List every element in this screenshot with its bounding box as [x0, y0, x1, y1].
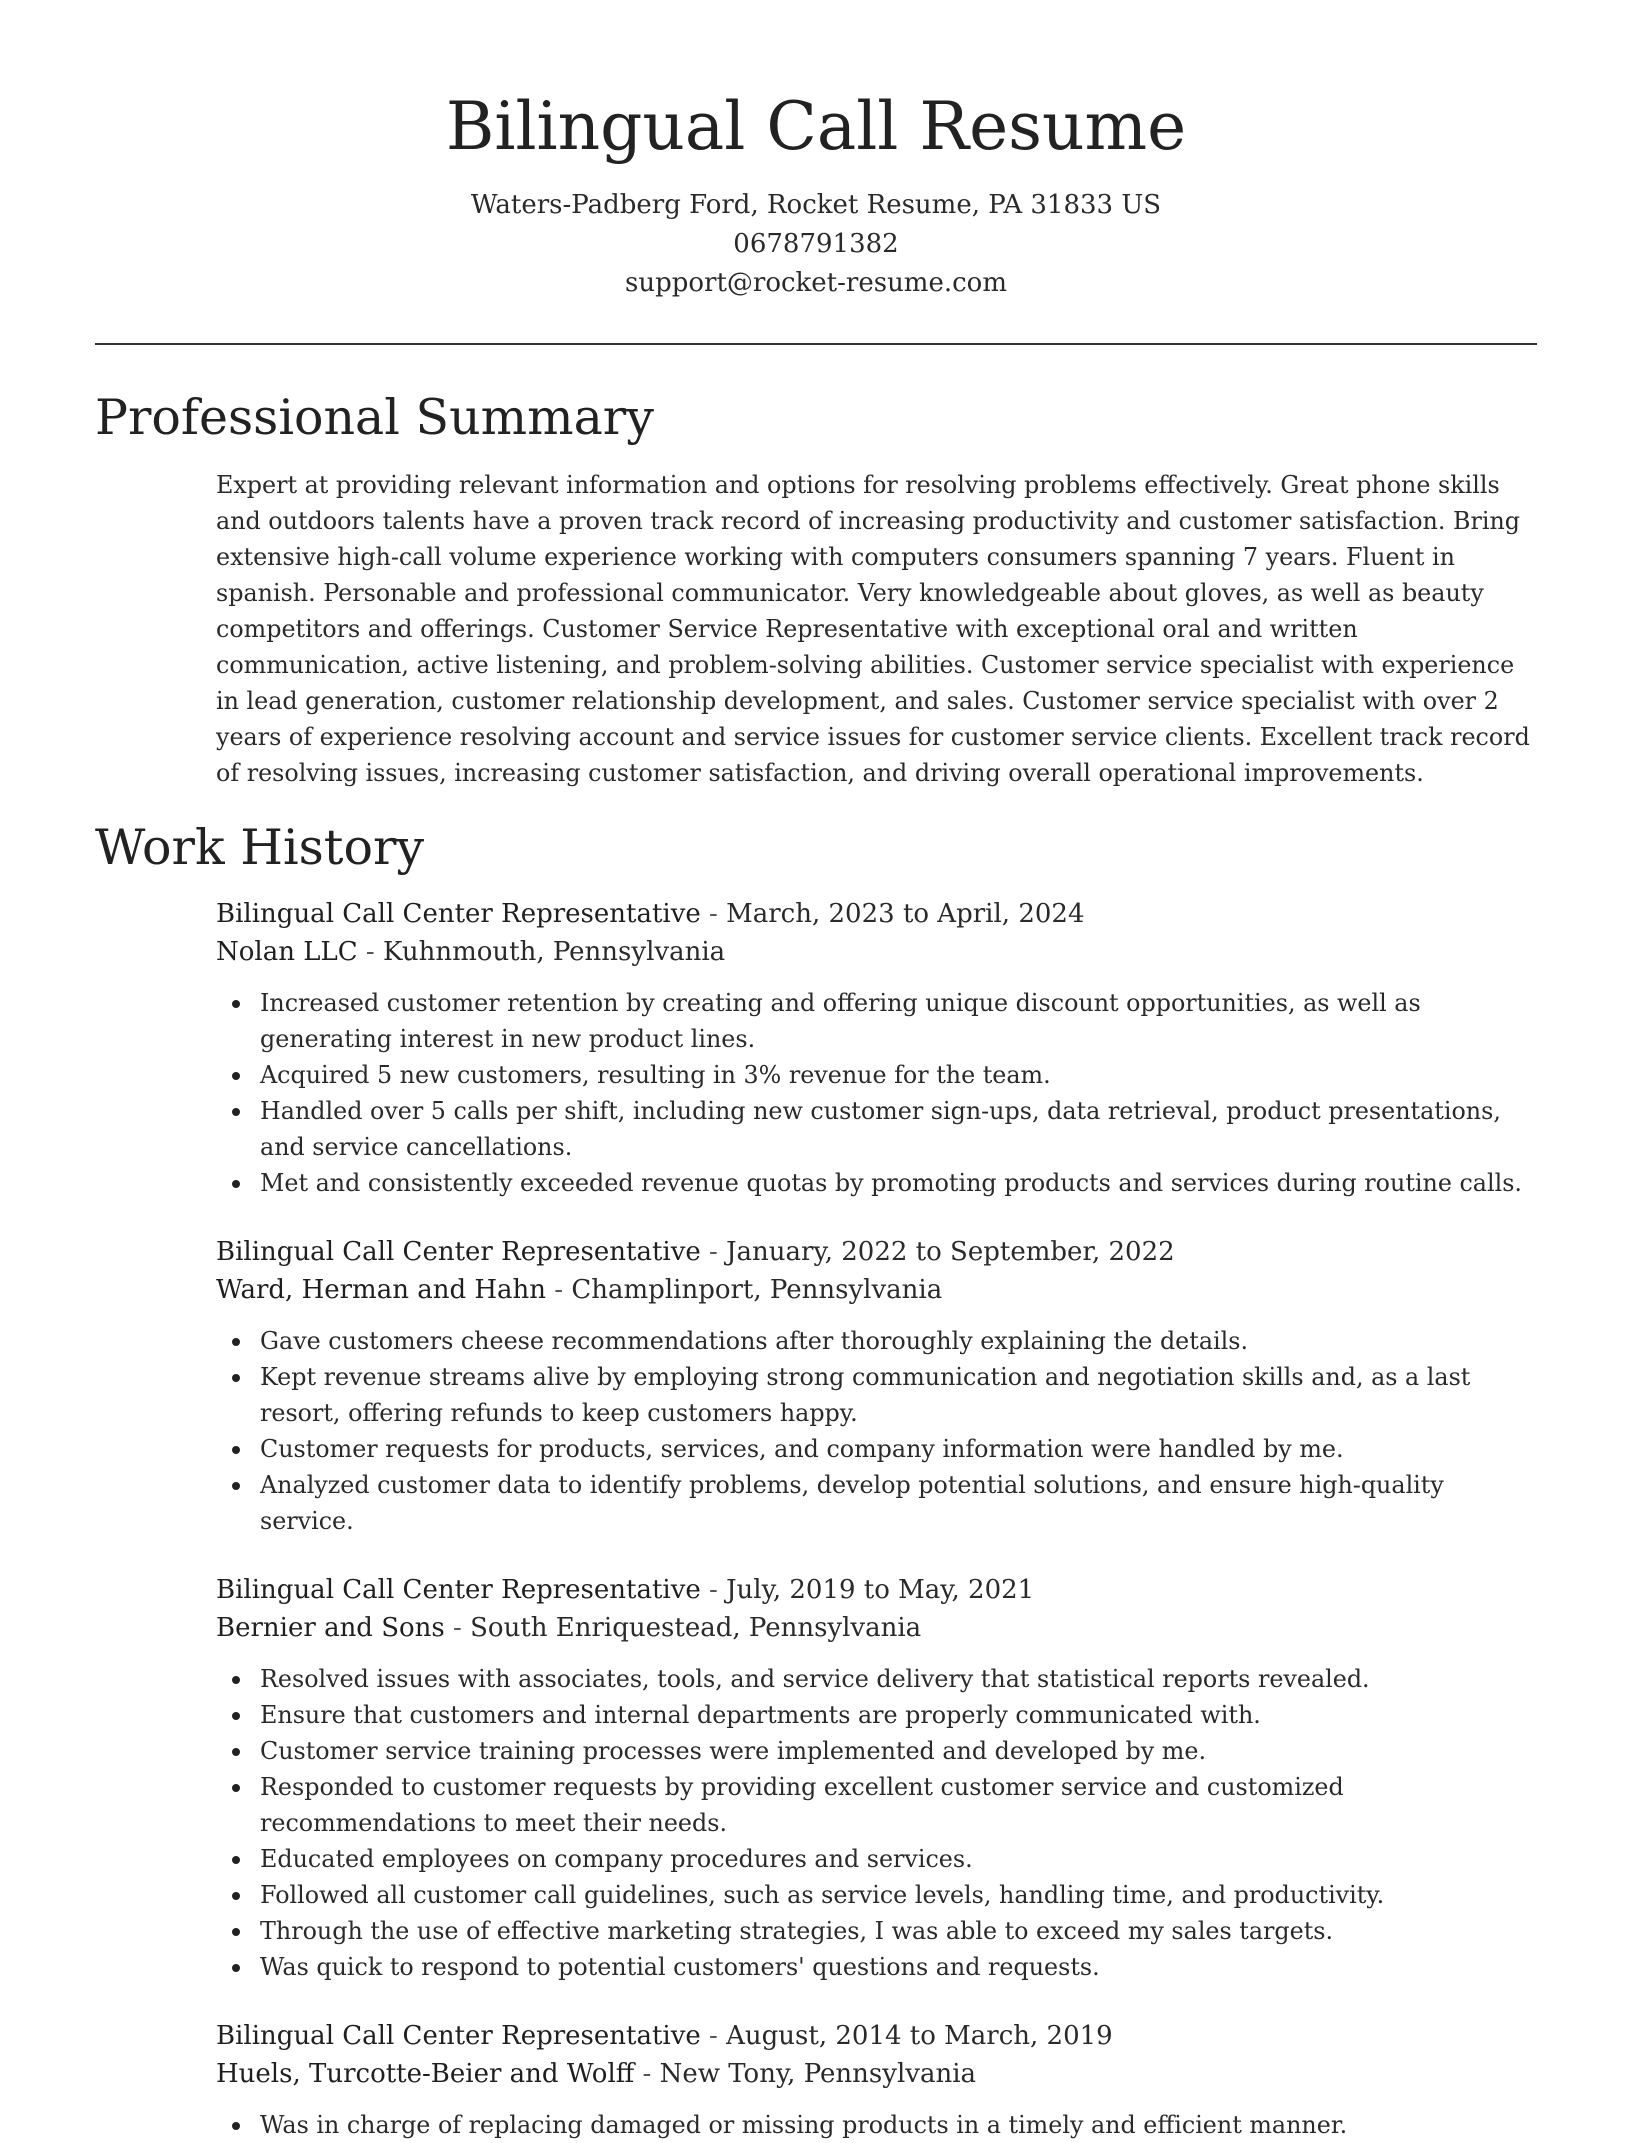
job-company-line — [216, 1271, 1537, 1309]
job-role: Bilingual Call Center Representative — [216, 899, 701, 929]
resume-header — [95, 0, 1537, 303]
bullet-icon — [232, 1108, 240, 1116]
section-title-work-history: Work History — [95, 819, 425, 876]
job-bullet-text: Followed all customer call guidelines, such as service levels, handling time, and productivity. — [260, 1881, 1385, 1909]
job-separator: - — [546, 1275, 572, 1305]
bullet-icon — [232, 1964, 240, 1972]
job-bullet — [260, 1733, 1537, 1769]
job-bullet-text: Responded to customer requests by providing excellent customer service and customized recommendations to meet their needs. — [260, 1773, 1344, 1837]
contact-email: support@rocket-resume.com — [624, 268, 1007, 298]
job-bullet — [260, 1359, 1537, 1431]
job-bullet — [260, 1697, 1537, 1733]
job-title-line — [216, 1571, 1537, 1609]
job-bullet-text: Acquired 5 new customers, resulting in 3% revenue for the team. — [260, 1061, 1051, 1089]
bullet-icon — [232, 1892, 240, 1900]
job-entry — [216, 2017, 1537, 2143]
job-bullet — [260, 1323, 1537, 1359]
bullet-icon — [232, 1676, 240, 1684]
job-separator: - — [700, 1575, 727, 1605]
job-bullet-text: Analyzed customer data to identify problems, develop potential solutions, and ensure high-quality service. — [260, 1471, 1444, 1535]
job-bullet — [260, 1769, 1537, 1841]
job-bullet-text: Met and consistently exceeded revenue quotas by promoting products and services during routine calls. — [260, 1169, 1522, 1197]
bullet-icon — [232, 1928, 240, 1936]
bullet-icon — [232, 1482, 240, 1490]
work-history-section — [216, 895, 1537, 2143]
job-bullet-text: Kept revenue streams alive by employing strong communication and negotiation skills and, as a last resort, offering refunds to keep customers happy. — [260, 1363, 1471, 1427]
job-bullet-list — [216, 985, 1537, 1201]
job-title-line — [216, 895, 1537, 933]
job-company: Bernier and Sons — [216, 1613, 445, 1643]
bullet-icon — [232, 1446, 240, 1454]
job-separator: - — [634, 2059, 660, 2089]
job-entry — [216, 1233, 1537, 1539]
job-location: Kuhnmouth, Pennsylvania — [382, 937, 726, 967]
bullet-icon — [232, 1338, 240, 1346]
job-dates: March, 2023 to April, 2024 — [726, 899, 1085, 929]
job-dates: August, 2014 to March, 2019 — [726, 2021, 1113, 2051]
resume-page — [95, 0, 1537, 2143]
job-company: Nolan LLC — [216, 937, 358, 967]
job-bullet-text: Was in charge of replacing damaged or missing products in a timely and efficient manner. — [260, 2111, 1348, 2139]
job-bullet-text: Educated employees on company procedures and services. — [260, 1845, 973, 1873]
job-bullet-text: Gave customers cheese recommendations after thoroughly explaining the details. — [260, 1327, 1249, 1355]
contact-phone: 0678791382 — [733, 229, 899, 259]
job-bullet — [260, 1165, 1537, 1201]
header-divider — [95, 343, 1537, 345]
bullet-icon — [232, 2122, 240, 2130]
job-bullet — [260, 2107, 1537, 2143]
job-company-line — [216, 933, 1537, 971]
job-separator: - — [700, 1237, 727, 1267]
job-role: Bilingual Call Center Representative — [216, 1237, 701, 1267]
job-bullet — [260, 985, 1537, 1057]
job-role: Bilingual Call Center Representative — [216, 1575, 701, 1605]
job-title-line — [216, 2017, 1537, 2055]
section-title-summary: Professional Summary — [95, 389, 654, 446]
job-bullet — [260, 1467, 1537, 1539]
bullet-icon — [232, 1000, 240, 1008]
job-bullet-text: Customer service training processes were implemented and developed by me. — [260, 1737, 1207, 1765]
resume-title: Bilingual Call Resume — [445, 88, 1187, 165]
job-bullet — [260, 1431, 1537, 1467]
job-bullet — [260, 1661, 1537, 1697]
job-bullet — [260, 1913, 1537, 1949]
job-bullet — [260, 1877, 1537, 1913]
job-bullet — [260, 1057, 1537, 1093]
job-dates: January, 2022 to September, 2022 — [726, 1237, 1175, 1267]
job-company-line — [216, 2055, 1537, 2093]
job-location: South Enriquestead, Pennsylvania — [470, 1613, 922, 1643]
job-company: Huels, Turcotte-Beier and Wolff — [216, 2059, 635, 2089]
job-location: New Tony, Pennsylvania — [659, 2059, 977, 2089]
contact-address: Waters-Padberg Ford, Rocket Resume, PA 31833 US — [470, 190, 1162, 220]
job-bullet-text: Was quick to respond to potential customers' questions and requests. — [260, 1953, 1100, 1981]
job-bullet-list — [216, 1661, 1537, 1985]
bullet-icon — [232, 1712, 240, 1720]
bullet-icon — [232, 1856, 240, 1864]
job-role: Bilingual Call Center Representative — [216, 2021, 701, 2051]
summary-section — [216, 467, 1537, 791]
job-bullet-text: Handled over 5 calls per shift, including new customer sign-ups, data retrieval, product presentations, and service cancellations. — [260, 1097, 1501, 1161]
job-bullet — [260, 1093, 1537, 1165]
bullet-icon — [232, 1748, 240, 1756]
job-bullet-text: Through the use of effective marketing strategies, I was able to exceed my sales targets. — [260, 1917, 1334, 1945]
job-entry — [216, 895, 1537, 1201]
bullet-icon — [232, 1374, 240, 1382]
job-company: Ward, Herman and Hahn — [216, 1275, 547, 1305]
job-separator: - — [444, 1613, 471, 1643]
job-dates: July, 2019 to May, 2021 — [726, 1575, 1035, 1605]
job-bullet-text: Ensure that customers and internal departments are properly communicated with. — [260, 1701, 1261, 1729]
bullet-icon — [232, 1072, 240, 1080]
bullet-icon — [232, 1180, 240, 1188]
job-bullet-text: Customer requests for products, services, and company information were handled by me. — [260, 1435, 1344, 1463]
job-bullet-list — [216, 1323, 1537, 1539]
job-bullet-text: Increased customer retention by creating and offering unique discount opportunities, as well as generating interest in new product lines. — [260, 989, 1421, 1053]
job-separator: - — [357, 937, 383, 967]
job-company-line — [216, 1609, 1537, 1647]
job-bullet — [260, 1949, 1537, 1985]
summary-text: Expert at providing relevant information and options for resolving problems effectively. Great phone skills and outdoors talents have a proven track record of increasing productivity and customer satisfaction. Bring extensive high-call volume experience working with computers consumers spanning 7 years. Fluent in spanish. Personable and professional communicator. Very knowledgeable about gloves, as well as beauty competitors and offerings. Customer Service Representative with exceptional oral and written communication, active listening, and problem-solving abilities. Customer service specialist with experience in lead generation, customer relationship development, and sales. Customer service specialist with over 2 years of experience resolving account and service issues for customer service clients. Excellent track record of resolving issues, increasing customer satisfaction, and driving overall operational improvements. — [216, 471, 1530, 787]
job-entry — [216, 1571, 1537, 1985]
job-bullet — [260, 1841, 1537, 1877]
job-title-line — [216, 1233, 1537, 1271]
job-separator: - — [700, 2021, 727, 2051]
job-location: Champlinport, Pennsylvania — [571, 1275, 943, 1305]
job-bullet-text: Resolved issues with associates, tools, and service delivery that statistical reports revealed. — [260, 1665, 1370, 1693]
bullet-icon — [232, 1784, 240, 1792]
job-bullet-list — [216, 2107, 1537, 2143]
job-separator: - — [700, 899, 727, 929]
